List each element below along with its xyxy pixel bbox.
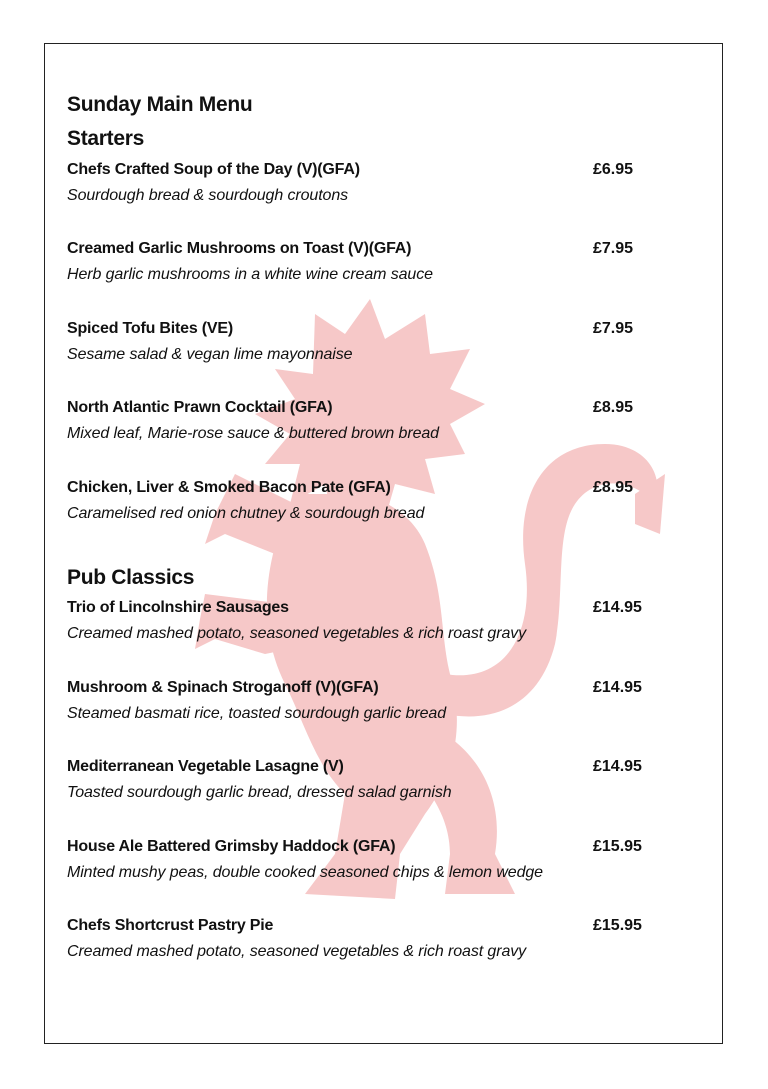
- menu-item: [67, 320, 667, 364]
- item-name: House Ale Battered Grimsby Haddock (GFA): [67, 838, 396, 855]
- section-heading-pub-classics: Pub Classics: [67, 566, 195, 589]
- item-description: Creamed mashed potato, seasoned vegetables & rich roast gravy: [67, 943, 527, 960]
- menu-item: [67, 479, 667, 523]
- item-price: £8.95: [593, 399, 634, 416]
- item-name: Mushroom & Spinach Stroganoff (V)(GFA): [67, 679, 379, 696]
- item-price: £15.95: [593, 838, 642, 855]
- menu-title: Sunday Main Menu: [67, 93, 253, 116]
- item-name: Creamed Garlic Mushrooms on Toast (V)(GFA): [67, 240, 412, 257]
- item-price: £7.95: [593, 320, 634, 337]
- item-price: £14.95: [593, 758, 642, 775]
- item-name: Chefs Crafted Soup of the Day (V)(GFA): [67, 161, 360, 178]
- menu-item: [67, 758, 667, 802]
- item-name: Chefs Shortcrust Pastry Pie: [67, 917, 274, 934]
- item-description: Minted mushy peas, double cooked seasoned chips & lemon wedge: [67, 864, 543, 881]
- item-description: Caramelised red onion chutney & sourdough bread: [67, 505, 425, 522]
- menu-item: [67, 399, 667, 443]
- item-price: £7.95: [593, 240, 634, 257]
- item-description: Creamed mashed potato, seasoned vegetables & rich roast gravy: [67, 625, 527, 642]
- item-name: North Atlantic Prawn Cocktail (GFA): [67, 399, 333, 416]
- menu-item: [67, 240, 667, 284]
- item-price: £14.95: [593, 599, 642, 616]
- item-price: £8.95: [593, 479, 634, 496]
- item-price: £15.95: [593, 917, 642, 934]
- menu-item: [67, 679, 667, 723]
- item-name: Mediterranean Vegetable Lasagne (V): [67, 758, 344, 775]
- item-name: Trio of Lincolnshire Sausages: [67, 599, 289, 616]
- menu-item: [67, 599, 667, 643]
- section-heading-starters: Starters: [67, 127, 144, 150]
- menu-item: [67, 838, 667, 882]
- item-name: Chicken, Liver & Smoked Bacon Pate (GFA): [67, 479, 391, 496]
- item-description: Sourdough bread & sourdough croutons: [67, 187, 349, 204]
- item-price: £14.95: [593, 679, 642, 696]
- item-description: Mixed leaf, Marie-rose sauce & buttered brown bread: [67, 425, 439, 442]
- menu-item: [67, 161, 667, 205]
- menu-page: [44, 43, 723, 1044]
- menu-item: [67, 917, 667, 961]
- item-description: Steamed basmati rice, toasted sourdough garlic bread: [67, 705, 447, 722]
- item-price: £6.95: [593, 161, 634, 178]
- item-description: Toasted sourdough garlic bread, dressed salad garnish: [67, 784, 452, 801]
- item-name: Spiced Tofu Bites (VE): [67, 320, 233, 337]
- item-description: Sesame salad & vegan lime mayonnaise: [67, 346, 353, 363]
- item-description: Herb garlic mushrooms in a white wine cream sauce: [67, 266, 433, 283]
